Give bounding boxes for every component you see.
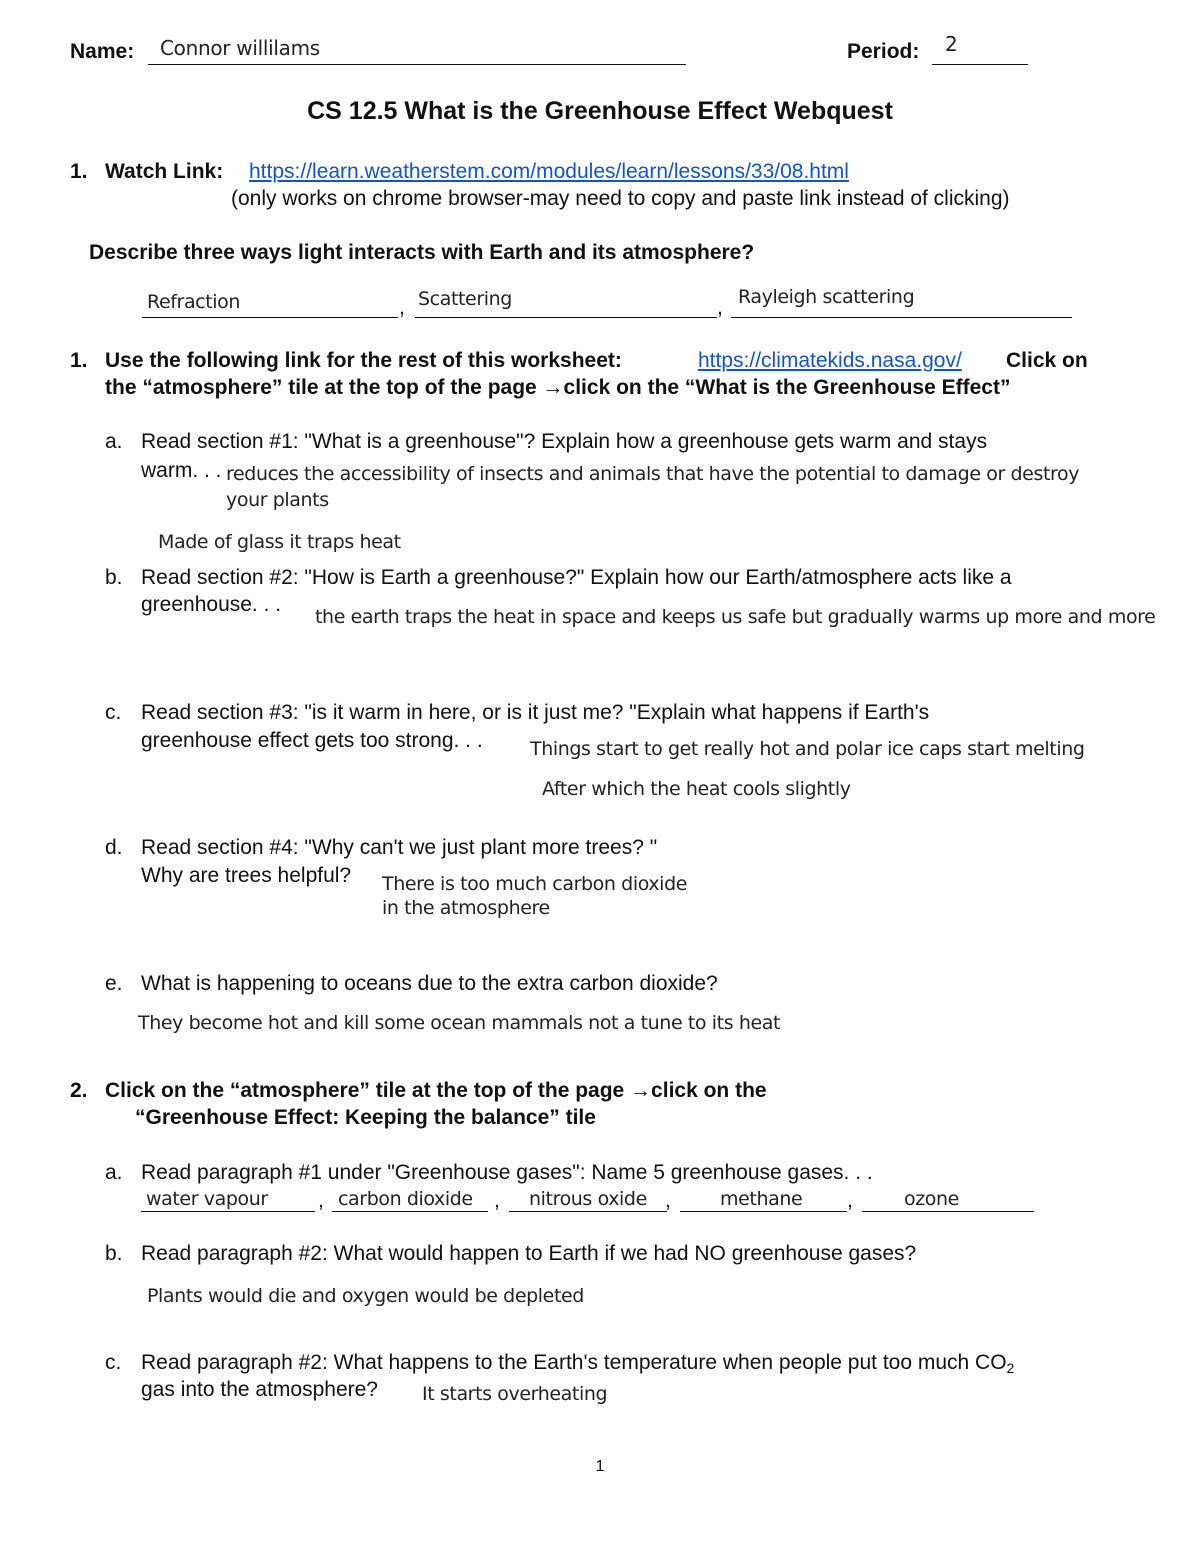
answer-line-3 — [731, 317, 1072, 318]
letter-d: d. — [105, 836, 123, 859]
comma: , — [494, 1189, 500, 1212]
section3-instruction-1: Click on the “atmosphere” tile at the top of the page →click on the — [105, 1079, 767, 1102]
question-c-line2: greenhouse effect gets too strong. . . — [141, 729, 483, 752]
question-d-line2: Why are trees helpful? — [141, 864, 352, 887]
question-3a-line1: Read paragraph #1 under "Greenhouse gases": Name 5 greenhouse gases. . . — [141, 1161, 873, 1184]
section2-number: 1. — [70, 349, 88, 372]
comma: , — [665, 1189, 671, 1212]
answer-3c-1: It starts overheating — [422, 1383, 608, 1405]
gas-nitrous-oxide: nitrous oxide — [529, 1188, 647, 1210]
answer-a-2: your plants — [226, 489, 329, 511]
name-underline — [148, 64, 686, 65]
section2-intro: Use the following link for the rest of this worksheet: — [105, 349, 622, 372]
gas-carbon-dioxide: carbon dioxide — [338, 1188, 473, 1210]
answer-d-1: There is too much carbon dioxide — [382, 873, 688, 895]
letter-a: a. — [105, 1161, 123, 1184]
question-3b-line1: Read paragraph #2: What would happen to Earth if we had NO greenhouse gases? — [141, 1242, 917, 1265]
light-question: Describe three ways light interacts with Earth and its atmosphere? — [89, 241, 755, 264]
answer-a-1: reduces the accessibility of insects and animals that have the potential to damage or destroy — [226, 463, 1080, 485]
answer-b-1: the earth traps the heat in space and keeps us safe but gradually warms up more and more — [315, 606, 1156, 628]
answer-c-2: After which the heat cools slightly — [542, 778, 851, 800]
answer-a-3: Made of glass it traps heat — [158, 531, 401, 553]
letter-b: b. — [105, 1242, 123, 1265]
answer-rayleigh: Rayleigh scattering — [738, 286, 915, 308]
question-e-line1: What is happening to oceans due to the extra carbon dioxide? — [141, 972, 718, 995]
watch-link-label: Watch Link: — [105, 160, 224, 183]
gas-line-5 — [862, 1211, 1034, 1212]
section3-instruction-2: “Greenhouse Effect: Keeping the balance” tile — [135, 1106, 596, 1129]
section1-number: 1. — [70, 160, 88, 183]
answer-line-1 — [142, 317, 398, 318]
page-number: 1 — [595, 1458, 605, 1475]
question-3c-line1 — [141, 1351, 1014, 1376]
period-label: Period: — [847, 40, 920, 63]
comma: , — [318, 1189, 324, 1212]
question-d-line1: Read section #4: "Why can't we just plant more trees? " — [141, 836, 658, 859]
gas-water-vapour: water vapour — [146, 1188, 268, 1210]
gas-line-3 — [509, 1211, 667, 1212]
answer-e-1: They become hot and kill some ocean mammals not a tune to its heat — [138, 1012, 781, 1034]
letter-b: b. — [105, 566, 123, 589]
name-value: Connor willilams — [160, 36, 320, 60]
browser-note: (only works on chrome browser-may need to copy and paste link instead of clicking) — [231, 187, 1010, 210]
answer-c-1: Things start to get really hot and polar ice caps start melting — [530, 738, 1085, 760]
letter-c: c. — [105, 1351, 122, 1374]
question-a-line1: Read section #1: "What is a greenhouse"? Explain how a greenhouse gets warm and stays — [141, 430, 988, 453]
period-value: 2 — [945, 32, 958, 56]
gas-ozone: ozone — [904, 1188, 959, 1210]
letter-c: c. — [105, 701, 122, 724]
section2-instruction: the “atmosphere” tile at the top of the page →click on the “What is the Greenhouse Effect” — [105, 376, 1011, 399]
gas-methane: methane — [720, 1188, 803, 1210]
co2-subscript: 2 — [1006, 1360, 1015, 1376]
question-3c-line2: gas into the atmosphere? — [141, 1378, 378, 1401]
answer-3b-1: Plants would die and oxygen would be depleted — [147, 1285, 584, 1307]
comma: , — [847, 1189, 853, 1212]
answer-scattering: Scattering — [418, 288, 512, 310]
gas-line-4 — [680, 1211, 847, 1212]
answer-line-2 — [415, 317, 717, 318]
page-title: CS 12.5 What is the Greenhouse Effect Webquest — [307, 97, 893, 125]
comma: , — [399, 296, 405, 319]
name-label: Name: — [70, 40, 135, 63]
comma: , — [717, 296, 723, 319]
letter-e: e. — [105, 972, 123, 995]
answer-refraction: Refraction — [147, 291, 241, 313]
answer-d-2: in the atmosphere — [382, 897, 550, 919]
click-on-text: Click on — [1006, 349, 1088, 372]
question-b-line2: greenhouse. . . — [141, 593, 282, 616]
period-underline — [932, 64, 1028, 65]
climatekids-link[interactable]: https://climatekids.nasa.gov/ — [698, 349, 962, 372]
question-b-line1: Read section #2: "How is Earth a greenhouse?" Explain how our Earth/atmosphere acts like a — [141, 566, 1012, 589]
section3-number: 2. — [70, 1079, 88, 1102]
question-a-line2: warm. . . — [141, 459, 222, 482]
gas-line-2 — [332, 1211, 488, 1212]
question-3c-text: Read paragraph #2: What happens to the Earth's temperature when people put too much CO — [141, 1351, 1007, 1374]
letter-a: a. — [105, 430, 123, 453]
gas-line-1 — [141, 1211, 315, 1212]
weatherstem-link[interactable]: https://learn.weatherstem.com/modules/learn/lessons/33/08.html — [249, 160, 849, 183]
question-c-line1: Read section #3: "is it warm in here, or is it just me? "Explain what happens if Earth's — [141, 701, 930, 724]
